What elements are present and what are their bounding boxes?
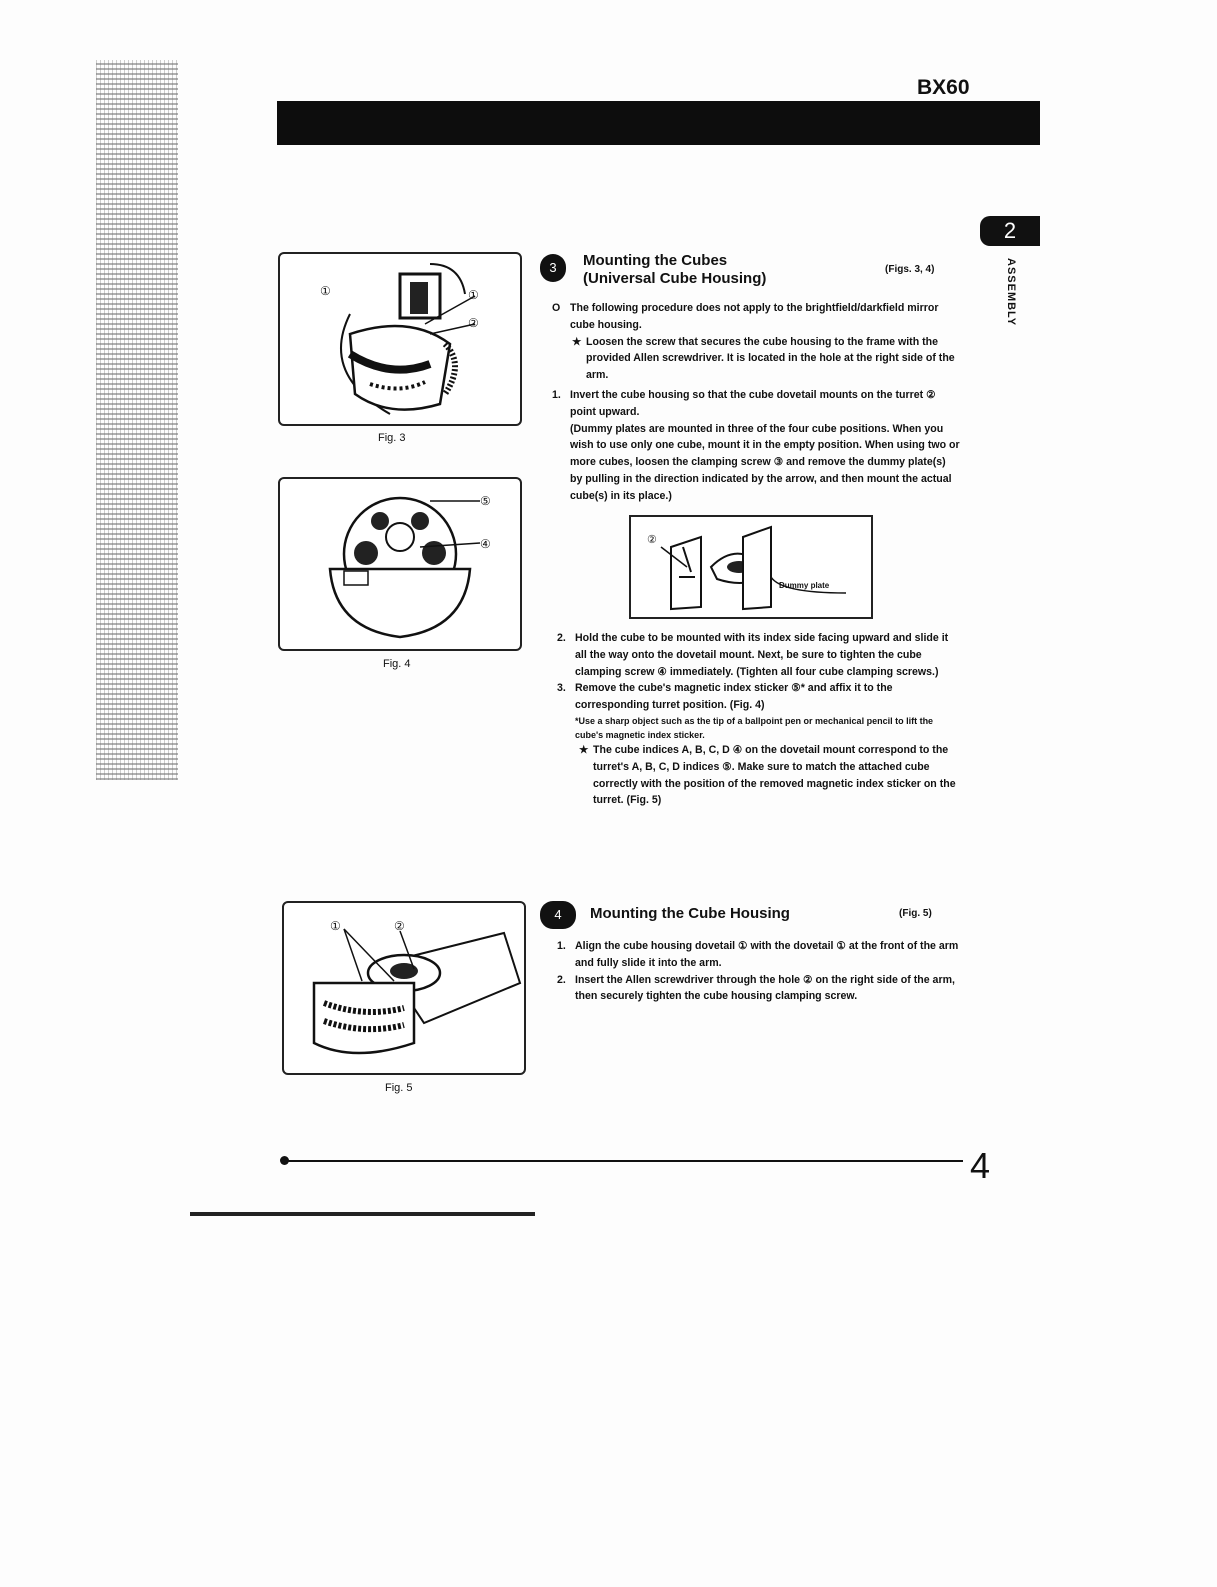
scan-artifact-bar bbox=[190, 1212, 535, 1216]
step-1 bbox=[552, 387, 960, 421]
step-3-text: Remove the cube's magnetic index sticker ⑤* and affix it to the corresponding turret position. (Fig. 4) bbox=[575, 682, 893, 712]
dummy-plate-label: Dummy plate bbox=[779, 581, 830, 590]
star-note-2-text: The cube indices A, B, C, D ④ on the dovetail mount correspond to the turret's A, B, C, D indices ⑤. Make sure to match the attached cube correctly with the position of the removed magnetic index sticker on the turret. (Fig. 5) bbox=[593, 743, 956, 807]
section-3-title bbox=[583, 252, 883, 288]
star-icon-2: ★ bbox=[579, 743, 589, 756]
section-3-title-line2: (Universal Cube Housing) bbox=[583, 270, 767, 287]
fig3-caption: Fig. 3 bbox=[378, 432, 406, 444]
star-note-1 bbox=[570, 334, 960, 384]
step-3 bbox=[557, 680, 962, 714]
page-number: 4 bbox=[970, 1145, 991, 1186]
dummy-plate-drawing bbox=[631, 517, 871, 617]
section-4-badge: 4 bbox=[540, 901, 576, 929]
s4-step-1 bbox=[557, 938, 962, 972]
header-bar bbox=[277, 101, 1040, 145]
step-2-number: 2. bbox=[557, 632, 566, 644]
s4-step-2 bbox=[557, 972, 962, 1006]
fig4-callout-1: ⑤ bbox=[480, 494, 491, 508]
footer-rule bbox=[283, 1160, 963, 1162]
fig5-callout-1: ① bbox=[330, 919, 341, 933]
star-note-1-text: Loosen the screw that secures the cube housing to the frame with the provided Allen screwdriver. It is located in the hole at the right side of the arm. bbox=[586, 335, 955, 382]
fig3-callout-3: ② bbox=[468, 316, 479, 330]
star-note-2 bbox=[575, 742, 962, 809]
step-1-number: 1. bbox=[552, 388, 561, 401]
note-paragraph bbox=[552, 300, 960, 334]
scan-edge-noise bbox=[96, 60, 178, 780]
dummy-plate-figure bbox=[629, 515, 873, 619]
star-icon: ★ bbox=[572, 335, 582, 348]
figure-5 bbox=[282, 901, 526, 1075]
section-3-title-line1: Mounting the Cubes bbox=[583, 252, 728, 269]
s4-step-2-number: 2. bbox=[557, 973, 566, 986]
dummy-callout: ② bbox=[647, 534, 657, 546]
figure-4 bbox=[278, 477, 522, 651]
model-name: BX60 bbox=[917, 76, 970, 99]
chapter-label: ASSEMBLY bbox=[1005, 258, 1017, 327]
fig3-callout-2: ① bbox=[468, 288, 479, 302]
section-4-body bbox=[557, 938, 962, 1005]
fig3-callout-1: ① bbox=[320, 284, 331, 298]
fig4-caption: Fig. 4 bbox=[383, 658, 411, 670]
chapter-tab: 2 bbox=[980, 216, 1040, 246]
note-text: The following procedure does not apply to the brightfield/darkfield mirror cube housing. bbox=[570, 302, 939, 331]
section-3-steps bbox=[557, 630, 962, 809]
section-3-body bbox=[552, 300, 960, 505]
fig5-callout-2: ② bbox=[394, 919, 405, 933]
step-1-paren: (Dummy plates are mounted in three of the four cube positions. When you wish to use only one cube, mount it in the empty position. When using two or more cubes, loosen the clamping screw ③ and remove the dummy plate(s) by pulling in the direction indicated by the arrow, and then mount the actual cube(s) in its place.) bbox=[570, 422, 960, 502]
step-2 bbox=[557, 630, 962, 680]
fig4-callout-2: ④ bbox=[480, 537, 491, 551]
circle-bullet-icon: O bbox=[552, 302, 561, 314]
s4-step-1-text: Align the cube housing dovetail ① with the dovetail ① at the front of the arm and fully slide it into the arm. bbox=[575, 940, 959, 969]
section-4-title: Mounting the Cube Housing bbox=[590, 905, 790, 922]
section-3-badge: 3 bbox=[540, 254, 566, 282]
fig5-caption: Fig. 5 bbox=[385, 1082, 413, 1094]
step-1-text: Invert the cube housing so that the cube dovetail mounts on the turret ② point upward. bbox=[570, 388, 936, 418]
step-2-text: Hold the cube to be mounted with its index side facing upward and slide it all the way onto the dovetail mount. Next, be sure to tighten the cube clamping screw ④ immediately. (Tighten all four cube clamping screws.) bbox=[575, 632, 949, 678]
s4-step-2-text: Insert the Allen screwdriver through the hole ② on the right side of the arm, then securely tighten the cube housing clamping screw. bbox=[575, 973, 955, 1003]
section-3-figure-ref: (Figs. 3, 4) bbox=[885, 264, 935, 275]
s4-step-1-number: 1. bbox=[557, 940, 566, 952]
figure-3-drawing bbox=[280, 254, 520, 424]
figure-3 bbox=[278, 252, 522, 426]
footnote: *Use a sharp object such as the tip of a ballpoint pen or mechanical pencil to lift the cube's magnetic index sticker. bbox=[575, 715, 934, 740]
section-4-figure-ref: (Fig. 5) bbox=[899, 908, 932, 919]
step-3-number: 3. bbox=[557, 682, 566, 695]
